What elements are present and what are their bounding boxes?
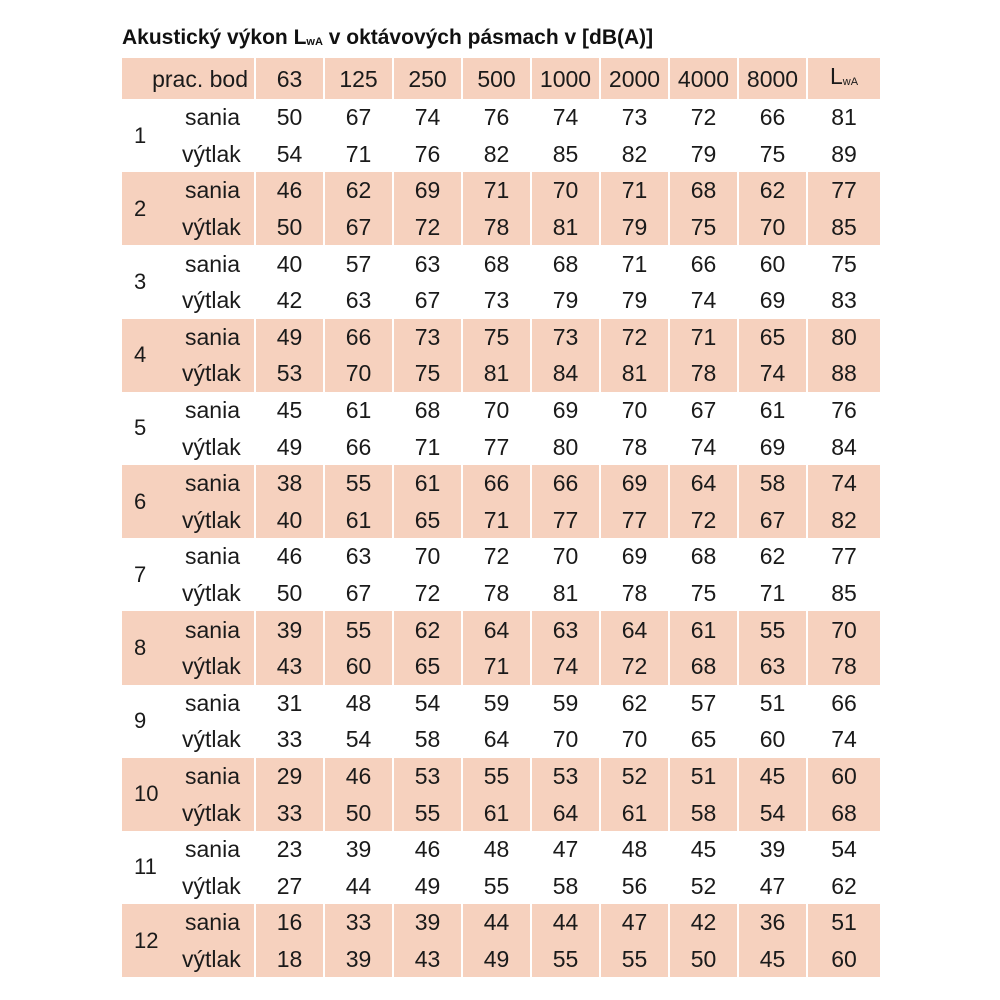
band-value: 33	[254, 794, 323, 831]
band-value: 80	[552, 433, 579, 460]
band-value: 74	[552, 104, 579, 131]
band-value: 31	[276, 689, 303, 716]
vytlak-label: výtlak	[182, 726, 241, 753]
table-row	[122, 245, 880, 282]
band-value: 61	[345, 397, 372, 424]
band-value: 66	[690, 250, 717, 277]
band-value: 62	[621, 689, 648, 716]
table-row	[122, 355, 880, 392]
band-value: 71	[414, 433, 441, 460]
band-value: 68	[668, 648, 737, 685]
table-row	[122, 721, 880, 758]
sania-label: sania	[185, 543, 240, 570]
band-value: 46	[414, 836, 441, 863]
band-value: 72	[668, 502, 737, 539]
lwa-value: 82	[806, 502, 880, 539]
table-row	[122, 136, 880, 173]
band-value: 53	[254, 355, 323, 392]
band-value: 60	[759, 726, 786, 753]
vytlak-label: výtlak	[182, 287, 241, 314]
operating-point: 6	[122, 465, 182, 538]
band-value: 44	[461, 904, 530, 941]
band-value: 77	[599, 502, 668, 539]
band-value: 79	[690, 140, 717, 167]
band-value: 71	[461, 502, 530, 539]
band-value: 36	[737, 904, 806, 941]
band-value: 51	[668, 758, 737, 795]
band-value: 47	[599, 904, 668, 941]
band-value: 68	[668, 172, 737, 209]
band-value: 54	[414, 689, 441, 716]
band-value: 70	[621, 726, 648, 753]
band-value: 72	[392, 209, 461, 246]
band-value: 81	[530, 209, 599, 246]
band-value: 70	[737, 209, 806, 246]
sania-label: sania	[182, 611, 254, 648]
band-value: 76	[414, 140, 441, 167]
table-row	[122, 282, 880, 319]
band-value: 78	[621, 433, 648, 460]
lwa-value: 77	[831, 543, 857, 570]
band-value: 69	[759, 433, 786, 460]
table-row	[122, 867, 880, 904]
band-value: 74	[737, 355, 806, 392]
lwa-value: 74	[806, 465, 880, 502]
band-value: 38	[254, 465, 323, 502]
table-row	[122, 758, 880, 795]
band-value: 57	[345, 250, 372, 277]
title-prefix: Akustický výkon L	[122, 26, 307, 49]
band-value: 39	[254, 611, 323, 648]
band-value: 64	[461, 611, 530, 648]
lwa-value: 74	[831, 726, 857, 753]
band-value: 71	[461, 172, 530, 209]
band-value: 54	[345, 726, 372, 753]
sania-label: sania	[185, 836, 240, 863]
band-value: 39	[392, 904, 461, 941]
vytlak-label: výtlak	[182, 648, 254, 685]
band-value: 39	[759, 836, 786, 863]
sania-label: sania	[182, 465, 254, 502]
band-value: 63	[345, 287, 372, 314]
table-row	[122, 465, 880, 502]
lwa-value: 60	[806, 941, 880, 978]
table-row	[122, 392, 880, 429]
operating-point: 2	[122, 172, 182, 245]
band-value: 55	[599, 941, 668, 978]
band-value: 74	[690, 433, 717, 460]
operating-point: 7	[134, 561, 147, 587]
band-value: 81	[461, 355, 530, 392]
band-value: 77	[483, 433, 510, 460]
title-subscript: wA	[306, 36, 323, 48]
band-value: 67	[345, 104, 372, 131]
band-value: 66	[530, 465, 599, 502]
sania-label: sania	[182, 904, 254, 941]
operating-point: 11	[134, 854, 157, 880]
table-row	[122, 428, 880, 465]
band-value: 64	[599, 611, 668, 648]
band-value: 54	[276, 140, 303, 167]
lwa-value: 51	[806, 904, 880, 941]
band-value: 62	[392, 611, 461, 648]
vytlak-label: výtlak	[182, 794, 254, 831]
header-band: 125	[323, 58, 392, 99]
band-value: 45	[737, 758, 806, 795]
document	[122, 20, 880, 977]
band-value: 23	[276, 836, 303, 863]
band-value: 59	[552, 689, 579, 716]
operating-point: 12	[122, 904, 182, 977]
band-value: 78	[461, 209, 530, 246]
band-value: 67	[345, 580, 372, 607]
band-value: 71	[461, 648, 530, 685]
lwa-value: 75	[831, 250, 857, 277]
band-value: 72	[599, 648, 668, 685]
band-value: 61	[323, 502, 392, 539]
vytlak-label: výtlak	[182, 502, 254, 539]
band-value: 63	[737, 648, 806, 685]
table-row	[122, 685, 880, 722]
band-value: 61	[759, 397, 786, 424]
band-value: 62	[323, 172, 392, 209]
band-value: 71	[668, 319, 737, 356]
band-value: 73	[621, 104, 648, 131]
band-value: 66	[345, 433, 372, 460]
table-row	[122, 794, 880, 831]
vytlak-label: výtlak	[182, 140, 241, 167]
lwa-value: 80	[806, 319, 880, 356]
band-value: 64	[483, 726, 510, 753]
band-value: 52	[599, 758, 668, 795]
band-value: 48	[345, 689, 372, 716]
band-value: 46	[276, 543, 303, 570]
band-value: 65	[392, 648, 461, 685]
operating-point: 1	[134, 122, 147, 148]
band-value: 70	[552, 543, 579, 570]
band-value: 72	[690, 104, 717, 131]
vytlak-label: výtlak	[182, 355, 254, 392]
header-lwa-sub: wA	[842, 76, 859, 88]
band-value: 61	[668, 611, 737, 648]
band-value: 81	[552, 580, 579, 607]
band-value: 58	[552, 872, 579, 899]
band-value: 50	[276, 580, 303, 607]
band-value: 66	[759, 104, 786, 131]
header-band: 4000	[668, 58, 737, 99]
band-value: 71	[599, 172, 668, 209]
band-value: 44	[530, 904, 599, 941]
header-band: 8000	[737, 58, 806, 99]
band-value: 84	[530, 355, 599, 392]
band-value: 40	[254, 502, 323, 539]
band-value: 58	[668, 794, 737, 831]
band-value: 39	[345, 836, 372, 863]
band-value: 66	[461, 465, 530, 502]
lwa-value: 76	[831, 397, 857, 424]
header-band: 250	[392, 58, 461, 99]
band-value: 70	[552, 726, 579, 753]
band-value: 70	[621, 397, 648, 424]
band-value: 75	[668, 209, 737, 246]
band-value: 82	[483, 140, 510, 167]
table-row	[122, 502, 880, 539]
band-value: 61	[392, 465, 461, 502]
band-value: 67	[690, 397, 717, 424]
band-value: 74	[690, 287, 717, 314]
operating-point: 8	[122, 611, 182, 684]
band-value: 53	[530, 758, 599, 795]
band-value: 75	[392, 355, 461, 392]
band-value: 61	[461, 794, 530, 831]
band-value: 27	[276, 872, 303, 899]
band-value: 79	[552, 287, 579, 314]
band-value: 74	[530, 648, 599, 685]
band-value: 78	[668, 355, 737, 392]
sania-label: sania	[182, 758, 254, 795]
header-band: 1000	[530, 58, 599, 99]
band-value: 73	[483, 287, 510, 314]
lwa-value: 66	[831, 689, 857, 716]
band-value: 59	[483, 689, 510, 716]
band-value: 53	[392, 758, 461, 795]
band-value: 61	[599, 794, 668, 831]
sania-label: sania	[185, 397, 240, 424]
table-row	[122, 941, 880, 978]
table-row	[122, 611, 880, 648]
table-row	[122, 99, 880, 136]
band-value: 29	[254, 758, 323, 795]
lwa-value: 83	[831, 287, 857, 314]
band-value: 68	[483, 250, 510, 277]
band-value: 58	[737, 465, 806, 502]
acoustic-power-table	[122, 58, 880, 977]
lwa-value: 60	[806, 758, 880, 795]
table-row	[122, 172, 880, 209]
band-value: 46	[323, 758, 392, 795]
band-value: 77	[530, 502, 599, 539]
band-value: 52	[690, 872, 717, 899]
band-value: 78	[621, 580, 648, 607]
header-band: 500	[461, 58, 530, 99]
band-value: 69	[599, 465, 668, 502]
band-value: 40	[276, 250, 303, 277]
band-value: 55	[323, 611, 392, 648]
band-value: 65	[690, 726, 717, 753]
band-value: 70	[530, 172, 599, 209]
band-value: 82	[621, 140, 648, 167]
lwa-value: 77	[806, 172, 880, 209]
band-value: 55	[737, 611, 806, 648]
table-body	[122, 99, 880, 977]
band-value: 63	[530, 611, 599, 648]
band-value: 46	[254, 172, 323, 209]
lwa-value: 78	[806, 648, 880, 685]
band-value: 60	[323, 648, 392, 685]
header-lwa-main: L	[829, 63, 843, 89]
band-value: 67	[737, 502, 806, 539]
band-value: 60	[759, 250, 786, 277]
sania-label: sania	[185, 250, 240, 277]
band-value: 73	[530, 319, 599, 356]
lwa-value: 81	[831, 104, 857, 131]
title-suffix: v oktávových pásmach v [dB(A)]	[322, 26, 654, 49]
band-value: 45	[690, 836, 717, 863]
vytlak-label: výtlak	[182, 209, 254, 246]
band-value: 44	[345, 872, 372, 899]
band-value: 72	[599, 319, 668, 356]
lwa-value: 88	[806, 355, 880, 392]
header-point: prac. bod	[122, 58, 254, 99]
band-value: 50	[323, 794, 392, 831]
vytlak-label: výtlak	[182, 941, 254, 978]
operating-point: 10	[122, 758, 182, 831]
band-value: 45	[737, 941, 806, 978]
band-value: 51	[759, 689, 786, 716]
band-value: 75	[461, 319, 530, 356]
band-value: 67	[323, 209, 392, 246]
band-value: 39	[323, 941, 392, 978]
band-value: 85	[552, 140, 579, 167]
band-value: 62	[759, 543, 786, 570]
table-title	[122, 20, 880, 58]
band-value: 64	[530, 794, 599, 831]
vytlak-label: výtlak	[182, 433, 241, 460]
band-value: 47	[552, 836, 579, 863]
band-value: 47	[759, 872, 786, 899]
table-row	[122, 319, 880, 356]
band-value: 49	[254, 319, 323, 356]
band-value: 55	[392, 794, 461, 831]
lwa-value: 70	[806, 611, 880, 648]
band-value: 68	[690, 543, 717, 570]
lwa-value: 62	[831, 872, 857, 899]
band-value: 73	[392, 319, 461, 356]
band-value: 58	[414, 726, 441, 753]
band-value: 42	[668, 904, 737, 941]
lwa-value: 89	[831, 140, 857, 167]
band-value: 69	[392, 172, 461, 209]
band-value: 75	[690, 580, 717, 607]
band-value: 67	[414, 287, 441, 314]
band-value: 55	[483, 872, 510, 899]
band-value: 54	[737, 794, 806, 831]
band-value: 65	[737, 319, 806, 356]
band-value: 18	[254, 941, 323, 978]
band-value: 49	[461, 941, 530, 978]
band-value: 81	[599, 355, 668, 392]
band-value: 49	[414, 872, 441, 899]
band-value: 79	[621, 287, 648, 314]
band-value: 78	[483, 580, 510, 607]
operating-point: 9	[134, 708, 147, 734]
band-value: 63	[414, 250, 441, 277]
band-value: 76	[483, 104, 510, 131]
header-lwa	[806, 58, 880, 99]
band-value: 79	[599, 209, 668, 246]
sania-label: sania	[182, 319, 254, 356]
band-value: 69	[759, 287, 786, 314]
band-value: 66	[323, 319, 392, 356]
band-value: 55	[461, 758, 530, 795]
band-value: 70	[483, 397, 510, 424]
band-value: 50	[668, 941, 737, 978]
band-value: 33	[323, 904, 392, 941]
lwa-value: 85	[806, 209, 880, 246]
band-value: 71	[759, 580, 786, 607]
table-row	[122, 575, 880, 612]
header-row	[122, 58, 880, 99]
sania-label: sania	[185, 104, 240, 131]
band-value: 48	[483, 836, 510, 863]
vytlak-label: výtlak	[182, 580, 241, 607]
lwa-value: 68	[806, 794, 880, 831]
band-value: 33	[276, 726, 303, 753]
operating-point: 3	[134, 268, 147, 294]
table-row	[122, 209, 880, 246]
band-value: 50	[254, 209, 323, 246]
band-value: 74	[414, 104, 441, 131]
table-row	[122, 648, 880, 685]
band-value: 70	[414, 543, 441, 570]
operating-point: 5	[134, 415, 147, 441]
band-value: 71	[345, 140, 372, 167]
lwa-value: 84	[831, 433, 857, 460]
band-value: 48	[621, 836, 648, 863]
band-value: 71	[621, 250, 648, 277]
header-band: 2000	[599, 58, 668, 99]
band-value: 43	[392, 941, 461, 978]
band-value: 68	[414, 397, 441, 424]
table-row	[122, 831, 880, 868]
sania-label: sania	[182, 172, 254, 209]
band-value: 72	[483, 543, 510, 570]
header-band: 63	[254, 58, 323, 99]
band-value: 69	[552, 397, 579, 424]
lwa-value: 85	[831, 580, 857, 607]
sania-label: sania	[185, 689, 240, 716]
band-value: 55	[323, 465, 392, 502]
band-value: 69	[621, 543, 648, 570]
band-value: 50	[276, 104, 303, 131]
band-value: 72	[414, 580, 441, 607]
band-value: 49	[276, 433, 303, 460]
band-value: 62	[737, 172, 806, 209]
band-value: 64	[668, 465, 737, 502]
table-row	[122, 904, 880, 941]
band-value: 55	[530, 941, 599, 978]
band-value: 56	[621, 872, 648, 899]
band-value: 16	[254, 904, 323, 941]
band-value: 70	[323, 355, 392, 392]
band-value: 43	[254, 648, 323, 685]
band-value: 57	[690, 689, 717, 716]
band-value: 42	[276, 287, 303, 314]
band-value: 68	[552, 250, 579, 277]
table-row	[122, 538, 880, 575]
band-value: 63	[345, 543, 372, 570]
band-value: 45	[276, 397, 303, 424]
band-value: 75	[759, 140, 786, 167]
operating-point: 4	[122, 319, 182, 392]
lwa-value: 54	[831, 836, 857, 863]
band-value: 65	[392, 502, 461, 539]
vytlak-label: výtlak	[182, 872, 241, 899]
